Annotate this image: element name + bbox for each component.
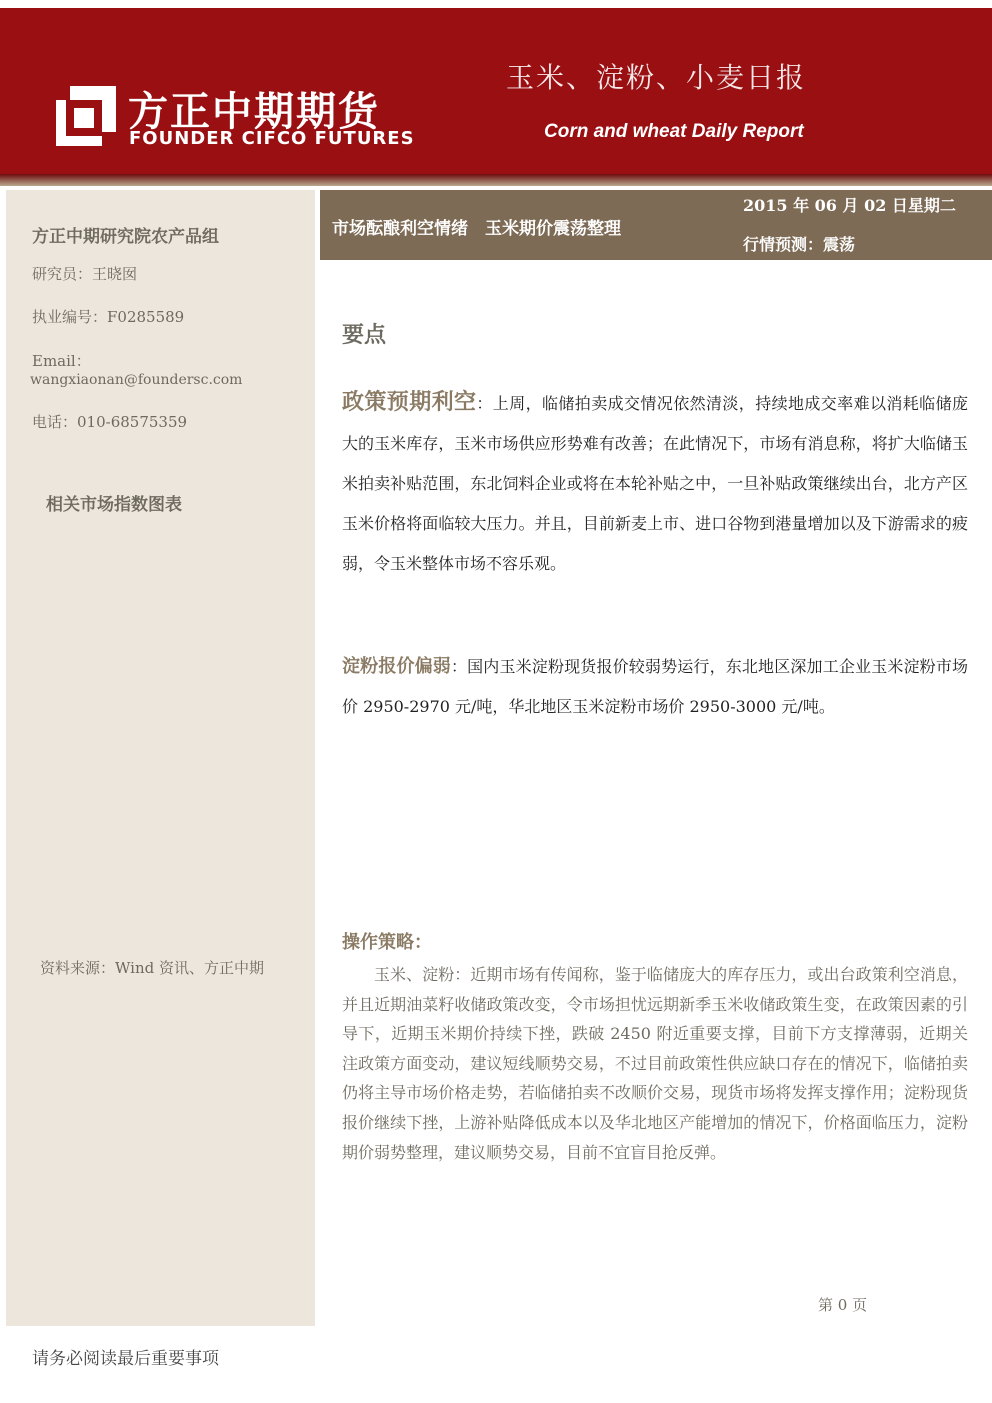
- founder-logo-icon: [56, 86, 116, 146]
- header-divider: [0, 174, 992, 186]
- report-date: 2015 年 06 月 02 日星期二: [743, 196, 956, 215]
- page-number: 第 0 页: [818, 1296, 868, 1314]
- strategy-title: 操作策略：: [342, 932, 432, 953]
- sidebar-phone: 电话：010-68575359: [32, 413, 188, 431]
- report-subtitle: Corn and wheat Daily Report: [544, 121, 804, 142]
- topic-headline: 市场酝酿利空情绪 玉米期价震荡整理: [332, 219, 621, 239]
- report-title: 玉米、淀粉、小麦日报: [506, 61, 807, 94]
- policy-body: ：上周，临储拍卖成交情况依然清淡，持续地成交率难以消耗临储庞大的玉米库存，玉米市场供应形势难有改善；在此情况下，市场有消息称，将扩大临储玉米拍卖补贴范围，东北饲料企业或将在本轮补贴之中，一旦补贴政策继续出台，北方产区玉米价格将面临较大压力。并且，目前新麦上市、进口谷物到港量增加以及下游需求的疲弱，令玉米整体市场不容乐观。: [342, 394, 968, 573]
- footer-notice: 请务必阅读最后重要事项: [32, 1349, 219, 1369]
- starch-paragraph: [342, 647, 968, 727]
- brand-name-cn: 方正中期期货: [128, 89, 380, 135]
- sidebar-charts-heading: 相关市场指数图表: [46, 495, 182, 515]
- sidebar-license: 执业编号：F0285589: [32, 308, 185, 326]
- sidebar-email-link[interactable]: wangxiaonan@foundersc.com: [30, 372, 243, 388]
- sidebar-source: 资料来源：Wind 资讯、方正中期: [40, 959, 264, 977]
- market-forecast: 行情预测：震荡: [743, 235, 856, 254]
- starch-heading: 淀粉报价偏弱: [342, 656, 451, 677]
- section-title: 要点: [342, 322, 387, 348]
- sidebar-researcher: 研究员：王晓囡: [32, 265, 138, 283]
- policy-heading: 政策预期利空: [342, 389, 477, 415]
- strategy-body: 玉米、淀粉：近期市场有传闻称，鉴于临储庞大的库存压力，或出台政策利空消息，并且近期油菜籽收储政策改变，令市场担忧远期新季玉米收储政策生变，在政策因素的引导下，近期玉米期价持续下挫，跌破 2450 附近重要支撑，目前下方支撑薄弱，近期关注政策方面变动，建议短线顺势交易，不过目前政策性供应缺口存在的情况下，临储拍卖仍将主导市场价格走势，若临储拍卖不改顺价交易，现货市场将发挥支撑作用；淀粉现货报价继续下挫，上游补贴降低成本以及华北地区产能增加的情况下，价格面临压力，淀粉期价弱势整理，建议顺势交易，目前不宜盲目抢反弹。: [342, 965, 968, 1162]
- starch-body: ：国内玉米淀粉现货报价较弱势运行，东北地区深加工企业玉米淀粉市场价 2950-2970 元/吨，华北地区玉米淀粉市场价 2950-3000 元/吨。: [342, 657, 968, 716]
- brand-name-en: FOUNDER CIFCO FUTURES: [129, 128, 415, 149]
- sidebar-email-label: Email：: [32, 352, 91, 370]
- policy-paragraph: [342, 382, 968, 584]
- sidebar-org: 方正中期研究院农产品组: [32, 227, 219, 247]
